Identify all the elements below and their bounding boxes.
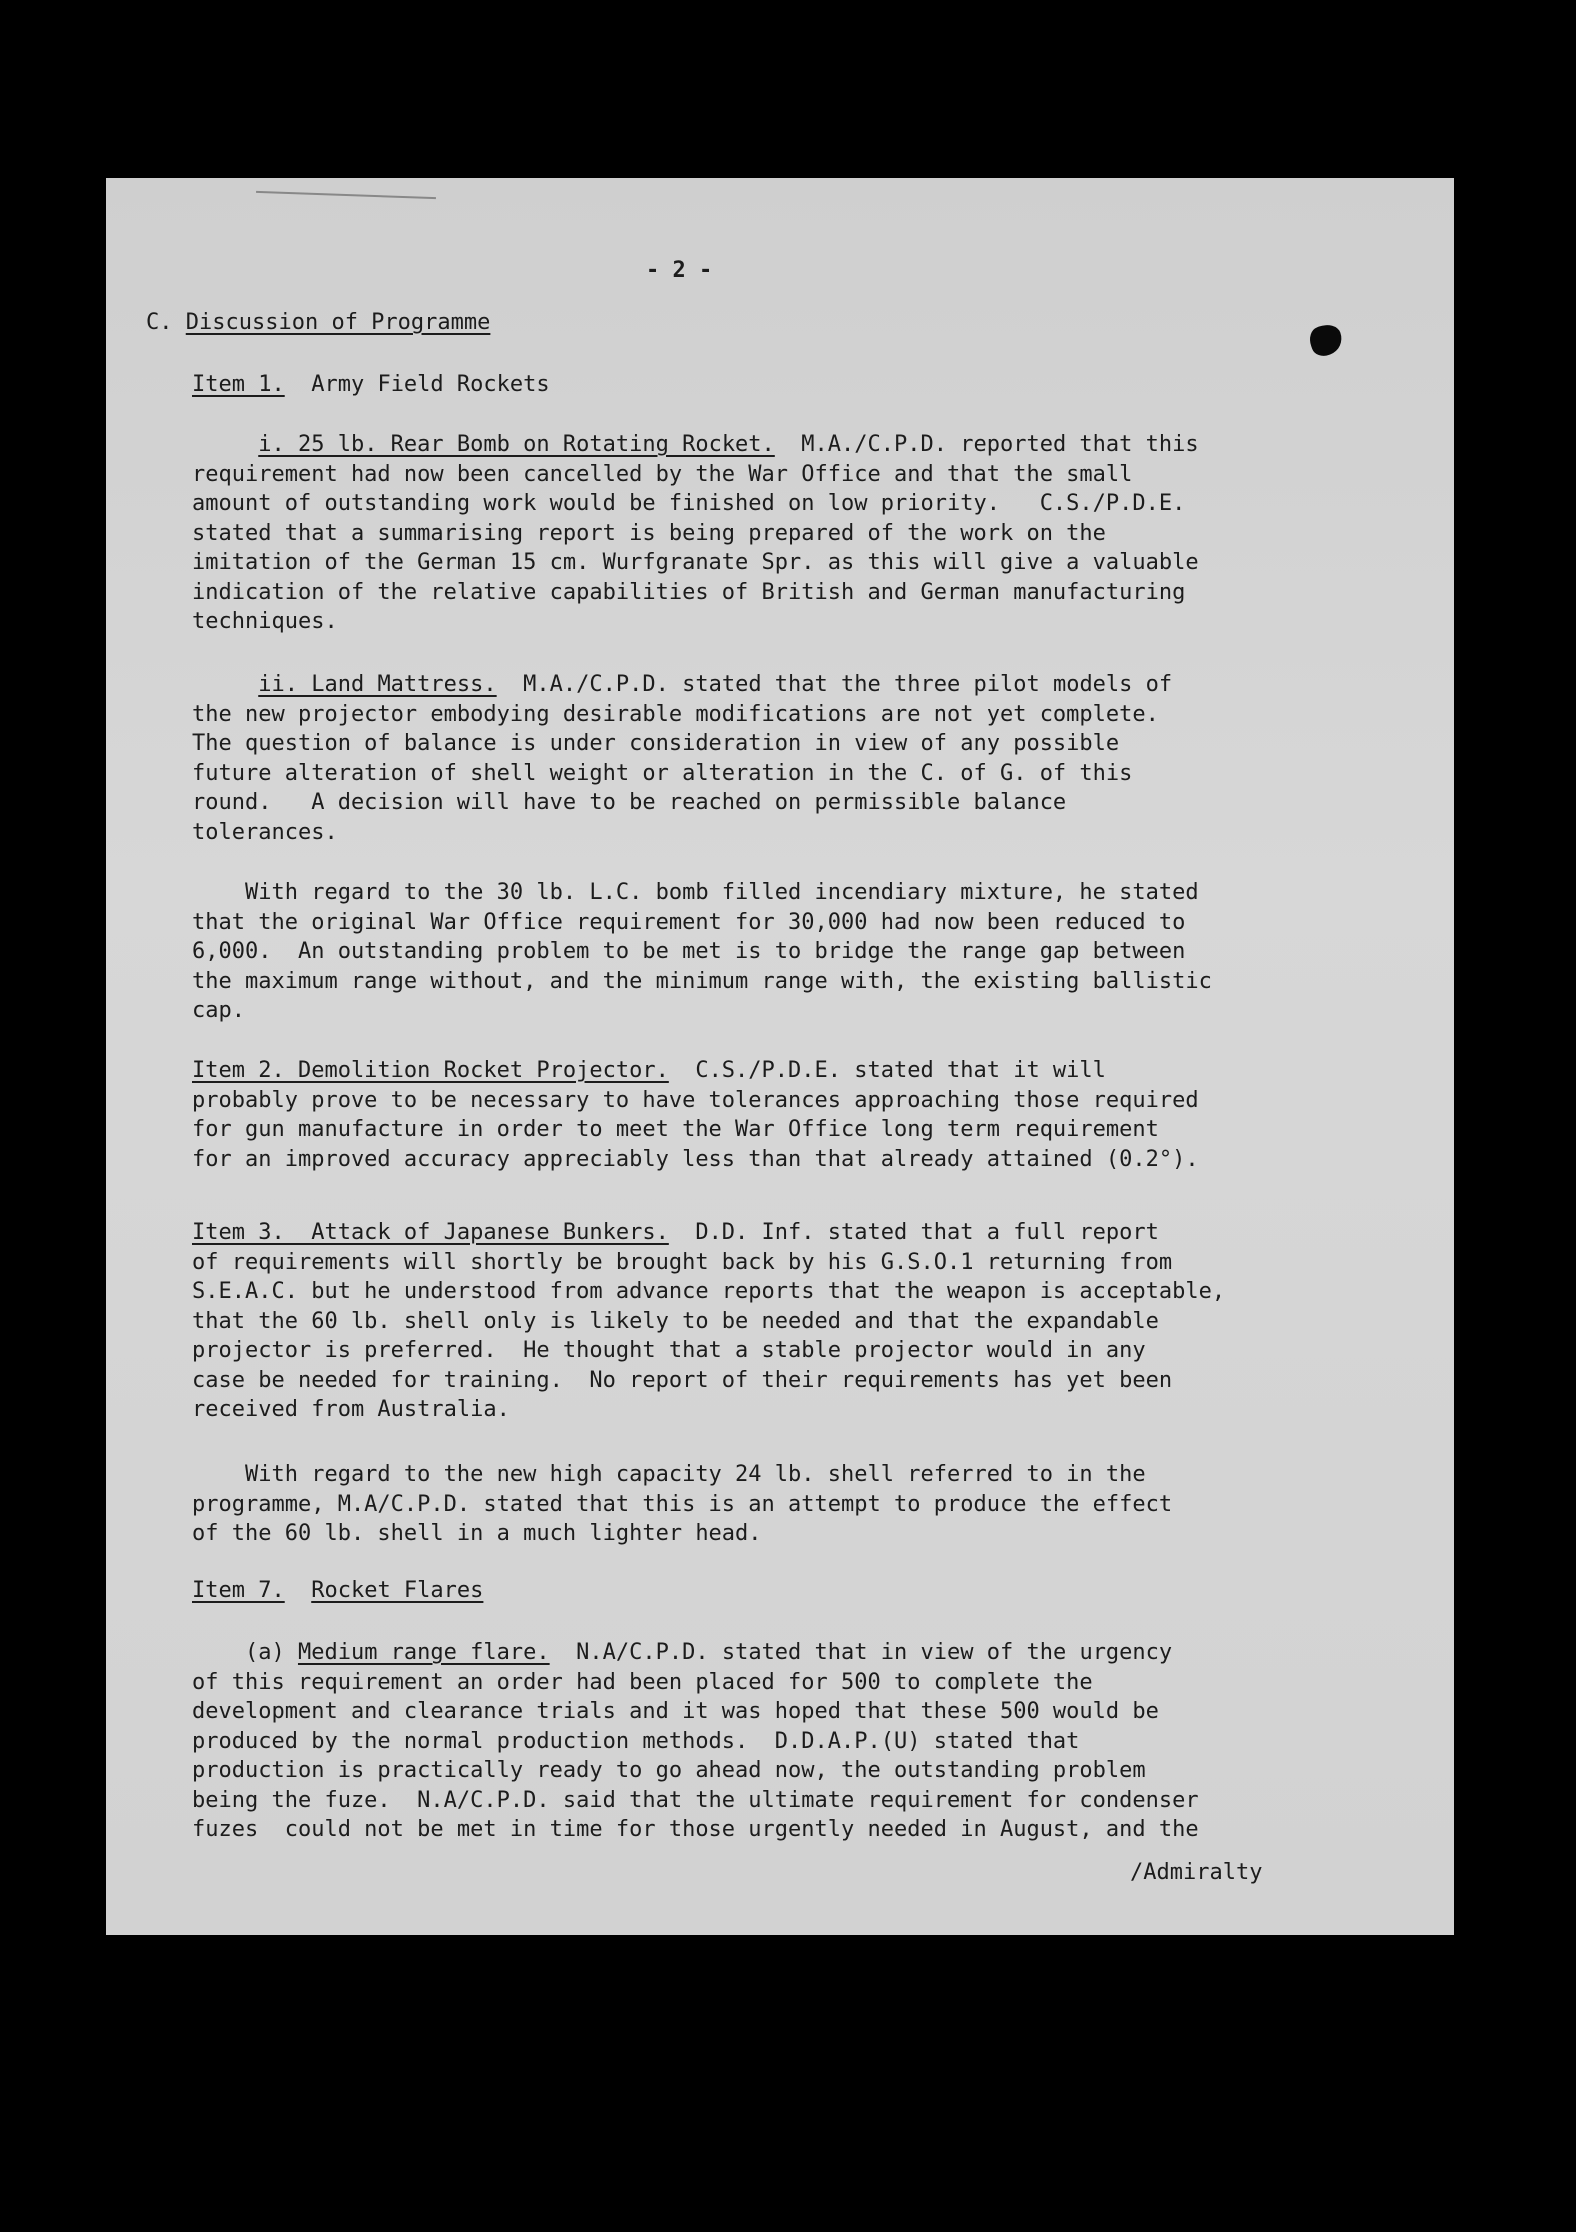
item-1-sub-i-line: techniques. xyxy=(192,609,338,634)
item-2-label: Item 2. Demolition Rocket Projector. xyxy=(192,1058,669,1083)
item-1-sub-ii-label: ii. Land Mattress. xyxy=(258,672,497,697)
item-3-paragraph-24lb xyxy=(192,1460,1172,1549)
item-1-sub-i-line: indication of the relative capabilities of British and German manufacturing xyxy=(192,579,1186,605)
item-3-label: Item 3. Attack of Japanese Bunkers. xyxy=(192,1220,669,1245)
item-7-sub-a-line: N.A/C.P.D. stated that in view of the urgency xyxy=(549,1640,1173,1665)
item-1-heading xyxy=(192,370,550,400)
item-1-sub-i-line: amount of outstanding work would be finished on low priority. C.S./P.D.E. xyxy=(192,491,1186,516)
ink-blot xyxy=(1306,320,1346,359)
item-3-line: that the 60 lb. shell only is likely to be needed and that the expandable xyxy=(192,1308,1159,1334)
paragraph-line: that the original War Office requirement for 30,000 had now been reduced to xyxy=(192,909,1186,935)
item-7-sub-a-line: production is practically ready to go ahead now, the outstanding problem xyxy=(192,1758,1146,1783)
item-1-sub-ii-line: the new projector embodying desirable modifications are not yet complete. xyxy=(192,701,1159,727)
item-2-line: for gun manufacture in order to meet the War Office long term requirement xyxy=(192,1117,1159,1142)
document-page xyxy=(106,178,1454,1935)
item-1-sub-i-line: stated that a summarising report is being prepared of the work on the xyxy=(192,520,1106,546)
item-3-line: projector is preferred. He thought that a stable projector would in any xyxy=(192,1338,1146,1363)
item-1-sub-ii xyxy=(192,670,1172,847)
item-1-sub-i-line: imitation of the German 15 cm. Wurfgranate Spr. as this will give a valuable xyxy=(192,550,1199,575)
item-7-sub-a xyxy=(192,1638,1199,1845)
item-3-line: of requirements will shortly be brought back by his G.S.O.1 returning from xyxy=(192,1249,1173,1275)
paragraph-line: 6,000. An outstanding problem to be met is to bridge the range gap between xyxy=(192,939,1186,964)
item-2-line: for an improved accuracy appreciably less than that already attained (0.2°). xyxy=(192,1146,1199,1172)
section-letter: C. xyxy=(146,310,173,335)
item-1-sub-ii-line: The question of balance is under consideration in view of any possible xyxy=(192,731,1120,756)
item-1-sub-i xyxy=(192,430,1199,637)
paragraph-line: programme, M.A/C.P.D. stated that this is an attempt to produce the effect xyxy=(192,1491,1173,1517)
paragraph-line: the maximum range without, and the minimum range with, the existing ballistic xyxy=(192,968,1212,994)
item-3-line: D.D. Inf. stated that a full report xyxy=(668,1220,1159,1245)
item-7-sub-a-line: development and clearance trials and it was hoped that these 500 would be xyxy=(192,1699,1159,1724)
item-7-sub-a-prefix: (a) xyxy=(192,1640,298,1665)
item-7-sub-a-line: being the fuze. N.A/C.P.D. said that the ultimate requirement for condenser xyxy=(192,1787,1199,1813)
item-3 xyxy=(192,1218,1225,1425)
item-1-sub-i-label: i. 25 lb. Rear Bomb on Rotating Rocket. xyxy=(258,432,775,457)
item-7-label: Item 7. xyxy=(192,1578,285,1603)
item-1-sub-i-line: requirement had now been cancelled by the War Office and that the small xyxy=(192,461,1133,487)
paragraph-line: With regard to the new high capacity 24 lb. shell referred to in the xyxy=(192,1462,1146,1487)
paragraph-line: With regard to the 30 lb. L.C. bomb filled incendiary mixture, he stated xyxy=(192,880,1199,905)
item-1-label: Item 1. xyxy=(192,372,285,397)
section-title: Discussion of Programme xyxy=(185,310,491,335)
paragraph-line: cap. xyxy=(192,998,245,1023)
item-7-heading xyxy=(192,1576,483,1606)
item-7-sub-a-line: of this requirement an order had been placed for 500 to complete the xyxy=(192,1669,1093,1695)
item-2-line: C.S./P.D.E. stated that it will xyxy=(668,1058,1106,1083)
item-1-sub-ii-line: future alteration of shell weight or alteration in the C. of G. of this xyxy=(192,760,1133,786)
item-7-sub-a-line: produced by the normal production methods. D.D.A.P.(U) stated that xyxy=(192,1728,1080,1754)
item-1-sub-ii-line: tolerances. xyxy=(192,819,338,845)
item-7-title: Rocket Flares xyxy=(311,1578,484,1603)
item-3-line: case be needed for training. No report of their requirements has yet been xyxy=(192,1367,1173,1393)
scratch-mark xyxy=(256,191,436,199)
item-1-sub-ii-line: M.A./C.P.D. stated that the three pilot models of xyxy=(496,672,1173,697)
item-2-line: probably prove to be necessary to have tolerances approaching those required xyxy=(192,1087,1199,1113)
item-1-sub-i-line: M.A./C.P.D. reported that this xyxy=(774,432,1199,457)
paragraph-line: of the 60 lb. shell in a much lighter head. xyxy=(192,1521,762,1546)
item-7-sub-a-line: fuzes could not be met in time for those urgently needed in August, and the xyxy=(192,1817,1199,1842)
item-3-line: received from Australia. xyxy=(192,1397,510,1422)
item-1-paragraph-30lb xyxy=(192,878,1212,1026)
item-7-sub-a-label: Medium range flare. xyxy=(297,1640,550,1665)
item-3-line: S.E.A.C. but he understood from advance reports that the weapon is acceptable, xyxy=(192,1279,1226,1304)
item-1-title: Army Field Rockets xyxy=(311,372,550,397)
catchword: /Admiralty xyxy=(1130,1860,1263,1885)
section-heading xyxy=(146,308,490,338)
item-1-sub-ii-line: round. A decision will have to be reached on permissible balance xyxy=(192,790,1067,815)
item-2 xyxy=(192,1056,1199,1174)
page-number: - 2 - xyxy=(646,258,713,283)
